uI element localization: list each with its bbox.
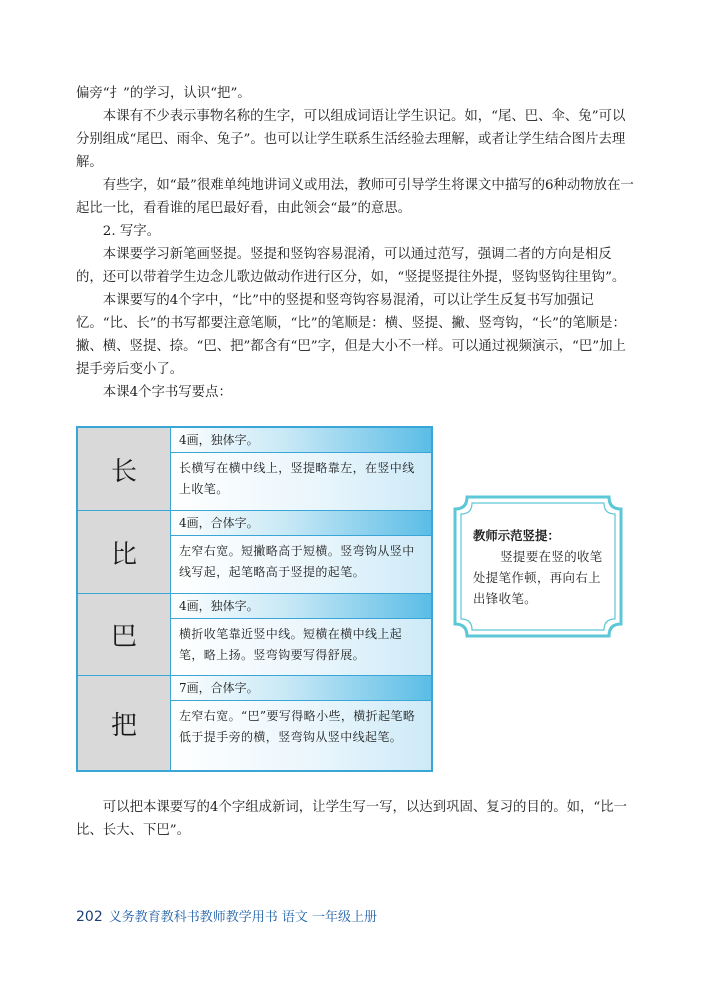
table-row <box>78 675 431 770</box>
stroke-count: 4画，合体字。 <box>171 511 431 536</box>
stroke-count: 4画，独体字。 <box>171 428 431 453</box>
stroke-count: 7画，合体字。 <box>171 676 431 701</box>
paragraph: 本课要学习新笔画竖提。竖提和竖钩容易混淆，可以通过范写，强调二者的方向是相反的，还可以带着学生边念儿歌边做动作进行区分，如，“竖提竖提往外提，竖钩竖钩往里钩”。 <box>76 247 626 285</box>
character-cell: 比 <box>78 511 171 593</box>
table-row <box>78 510 431 593</box>
table-row <box>78 593 431 675</box>
paragraph: 可以把本课要写的4个字组成新词，让学生写一写，以达到巩固、复习的目的。如，“比一比、长大、下巴”。 <box>76 800 628 838</box>
note-title: 教师示范竖提： <box>473 528 560 543</box>
writing-tip: 左窄右宽。短撇略高于短横。竖弯钩从竖中线写起，起笔略高于竖提的起笔。 <box>171 536 431 593</box>
character-cell: 把 <box>78 676 171 770</box>
paragraph: 有些字，如“最”很难单纯地讲词义或用法，教师可引导学生将课文中描写的6种动物放在一起比一比，看看谁的尾巴最好看，由此领会“最”的意思。 <box>76 178 634 216</box>
writing-tip: 左窄右宽。“巴”要写得略小些，横折起笔略低于提手旁的横，竖弯钩从竖中线起笔。 <box>171 701 431 770</box>
book-title: 义务教育教科书教师教学用书 语文 一年级上册 <box>108 910 377 925</box>
paragraph: 偏旁“扌”的学习，认识“把”。 <box>76 86 251 101</box>
character-cell: 巴 <box>78 594 171 675</box>
teacher-demo-note <box>453 495 623 638</box>
writing-points-table <box>76 426 433 772</box>
table-caption: 本课4个字书写要点： <box>102 385 232 400</box>
paragraph: 本课有不少表示事物名称的生字，可以组成词语让学生识记。如，“尾、巴、伞、兔”可以分别组成“尾巴、雨伞、兔子”。也可以让学生联系生活经验去理解，或者让学生结合图片去理解。 <box>76 109 626 170</box>
body-text-bottom <box>76 796 636 842</box>
page-number: 202 <box>76 909 103 925</box>
table-row <box>78 428 431 510</box>
writing-tip: 长横写在横中线上，竖提略靠左，在竖中线上收笔。 <box>171 453 431 510</box>
character-cell: 长 <box>78 428 171 510</box>
page-footer <box>76 906 377 925</box>
paragraph: 本课要写的4个字中，“比”中的竖提和竖弯钩容易混淆，可以让学生反复书写加强记忆。“比、长”的书写都要注意笔顺，“比”的笔顺是：横、竖提、撇、竖弯钩，“长”的笔顺是：撇、横、竖提、捺。“巴、把”都含有“巴”字，但是大小不一样。可以通过视频演示，“巴”加上提手旁后变小了。 <box>76 293 626 377</box>
stroke-count: 4画，独体字。 <box>171 594 431 619</box>
writing-tip: 横折收笔靠近竖中线。短横在横中线上起笔，略上扬。竖弯钩要写得舒展。 <box>171 619 431 675</box>
note-body: 竖提要在竖的收笔处提笔作顿，再向右上出锋收笔。 <box>473 549 603 606</box>
section-heading: 2. 写字。 <box>102 224 161 239</box>
body-text-top <box>76 82 636 404</box>
